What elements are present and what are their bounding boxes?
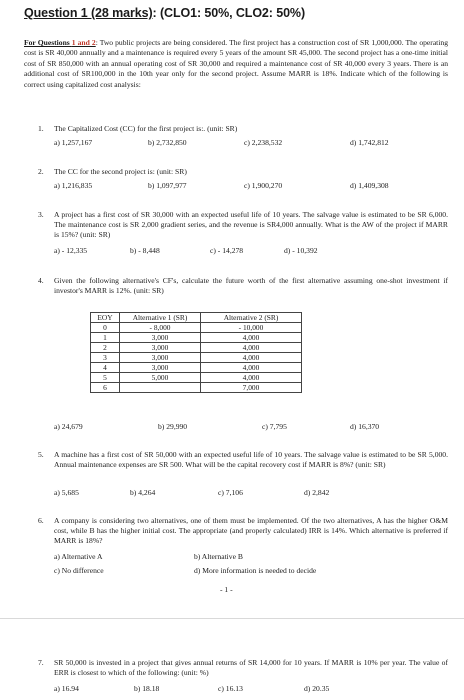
option-d[interactable]: d) 1,409,308 — [350, 181, 389, 190]
question-text: Given the following alternative's CF's, calculate the future worth of the first alternative assuming one-shot investment if investor's MARR is 12%. (unit: SR) — [54, 276, 448, 296]
cell-alt2: 4,000 — [201, 363, 302, 373]
table-row — [91, 383, 302, 393]
page-number: - 1 - — [220, 585, 233, 594]
question-text: A company is considering two alternatives, one of them must be implemented. Of the two alternatives, A has the higher O&M cost, while B has the higher initial cost. The appropriate (and properly calculated) IRR is 14%. Which alternative is preferred if MARR is 18%? — [54, 516, 448, 546]
cell-alt2: 4,000 — [201, 373, 302, 383]
cell-eoy: 6 — [91, 383, 120, 393]
cell-alt1: 3,000 — [120, 333, 201, 343]
column-header-alt1: Alternative 1 (SR) — [120, 313, 201, 323]
intro-body: Two public projects are being considered. The first project has a construction cost of SR 1,000,000. The operating cost is SR 40,000 annually and a maintenance is required every 5 years of the amount SR 45,000. The second project has a one-time initial cost of SR 850,000 with an annual operating cost of SR 30,000 and required a maintenance cost of SR 40,000 every 3 years. There is an additional cost of SR100,000 in the 10th year only for the second project. Assume MARR is 18%. Indicate which of the following is correct using capitalized cost analysis: — [24, 38, 448, 89]
column-header-alt2: Alternative 2 (SR) — [201, 313, 302, 323]
question-text: A project has a first cost of SR 30,000 with an expected useful life of 10 years. The salvage value is estimated to be SR 6,000. The maintenance cost is SR 2,000 gradient series, and the revenue is SR4,000 annually. What is the AW of the project if MARR is 15%? (unit: SR) — [54, 210, 448, 240]
cash-flow-table — [90, 312, 302, 393]
page-title — [24, 6, 305, 20]
intro-lead-prefix: For Questions — [24, 38, 72, 47]
cell-alt2: 4,000 — [201, 353, 302, 363]
option-c[interactable]: c) No difference — [54, 566, 104, 575]
cell-alt2: 4,000 — [201, 333, 302, 343]
option-c[interactable]: c) 1,900,270 — [244, 181, 283, 190]
option-b[interactable]: b) 18.18 — [134, 684, 160, 693]
cell-alt2: 7,000 — [201, 383, 302, 393]
options-row — [54, 552, 448, 563]
question-number: 2. — [38, 167, 44, 176]
question-number: 1. — [38, 124, 44, 133]
cell-eoy: 5 — [91, 373, 120, 383]
option-d[interactable]: d) 16,370 — [350, 422, 380, 431]
title-marks: Question 1 (28 marks) — [24, 6, 153, 20]
options-row — [54, 488, 448, 499]
column-header-eoy: EOY — [91, 313, 120, 323]
table-row — [91, 373, 302, 383]
table-row — [91, 323, 302, 333]
question-text: The Capitalized Cost (CC) for the first project is:. (unit: SR) — [54, 124, 238, 133]
option-b[interactable]: b) - 8,448 — [130, 246, 160, 255]
options-row — [54, 422, 448, 433]
option-c[interactable]: c) 7,106 — [218, 488, 243, 497]
cell-alt1: 3,000 — [120, 363, 201, 373]
cell-eoy: 3 — [91, 353, 120, 363]
intro-colon: : — [95, 38, 98, 47]
question-text: A machine has a first cost of SR 50,000 with an expected useful life of 10 years. The salvage value is estimated to be SR 5,000. Annual maintenance expenses are SR 500. What will be the capital recovery cost if MARR is 8%? (unit: SR) — [54, 450, 448, 470]
cell-alt2: - 10,000 — [201, 323, 302, 333]
table-row — [91, 363, 302, 373]
cell-eoy: 2 — [91, 343, 120, 353]
option-c[interactable]: c) 2,238,532 — [244, 138, 283, 147]
option-d[interactable]: d) 2,842 — [304, 488, 330, 497]
option-a[interactable]: a) 24,679 — [54, 422, 83, 431]
option-b[interactable]: b) 29,990 — [158, 422, 188, 431]
option-a[interactable]: a) 1,257,167 — [54, 138, 93, 147]
option-a[interactable]: a) 1,216,835 — [54, 181, 93, 190]
option-a[interactable]: a) 5,685 — [54, 488, 79, 497]
cell-alt2: 4,000 — [201, 343, 302, 353]
option-b[interactable]: b) 2,732,850 — [148, 138, 187, 147]
table-row — [91, 343, 302, 353]
question-number: 6. — [38, 516, 44, 525]
question-number: 3. — [38, 210, 44, 219]
table-row — [91, 333, 302, 343]
option-d[interactable]: d) More information is needed to decide — [194, 566, 317, 575]
options-row — [54, 684, 448, 695]
cell-alt1: 3,000 — [120, 353, 201, 363]
cell-alt1: 5,000 — [120, 373, 201, 383]
intro-lead — [24, 38, 96, 47]
option-b[interactable]: b) 4,264 — [130, 488, 156, 497]
cell-alt1: - 8,000 — [120, 323, 201, 333]
option-b[interactable]: b) 1,097,977 — [148, 181, 187, 190]
option-c[interactable]: c) 16.13 — [218, 684, 243, 693]
option-a[interactable]: a) 16.94 — [54, 684, 79, 693]
option-c[interactable]: c) 7,795 — [262, 422, 287, 431]
intro-paragraph — [24, 38, 448, 90]
question-number: 5. — [38, 450, 44, 459]
option-d[interactable]: d) 1,742,812 — [350, 138, 389, 147]
cell-eoy: 4 — [91, 363, 120, 373]
option-d[interactable]: d) - 10,392 — [284, 246, 318, 255]
option-c[interactable]: c) - 14,278 — [210, 246, 244, 255]
title-clo: : (CLO1: 50%, CLO2: 50%) — [152, 6, 306, 20]
option-d[interactable]: d) 20.35 — [304, 684, 330, 693]
cell-alt1 — [120, 383, 201, 393]
options-row — [54, 246, 448, 257]
options-row — [54, 181, 448, 192]
option-a[interactable]: a) Alternative A — [54, 552, 103, 561]
intro-lead-numbers: 1 and 2 — [71, 38, 96, 47]
table-row — [91, 353, 302, 363]
page-break-divider — [0, 618, 464, 619]
cell-eoy: 0 — [91, 323, 120, 333]
options-row — [54, 138, 448, 149]
option-b[interactable]: b) Alternative B — [194, 552, 243, 561]
table-header-row — [91, 313, 302, 323]
question-text: SR 50,000 is invested in a project that gives annual returns of SR 14,000 for 10 years. If MARR is 10% per year. The value of ERR is closest to which of the following: (unit: %) — [54, 658, 448, 678]
question-text: The CC for the second project is: (unit: SR) — [54, 167, 187, 176]
cell-alt1: 3,000 — [120, 343, 201, 353]
question-number: 7. — [38, 658, 44, 667]
question-number: 4. — [38, 276, 44, 285]
cell-eoy: 1 — [91, 333, 120, 343]
options-row — [54, 566, 448, 577]
option-a[interactable]: a) - 12,335 — [54, 246, 88, 255]
